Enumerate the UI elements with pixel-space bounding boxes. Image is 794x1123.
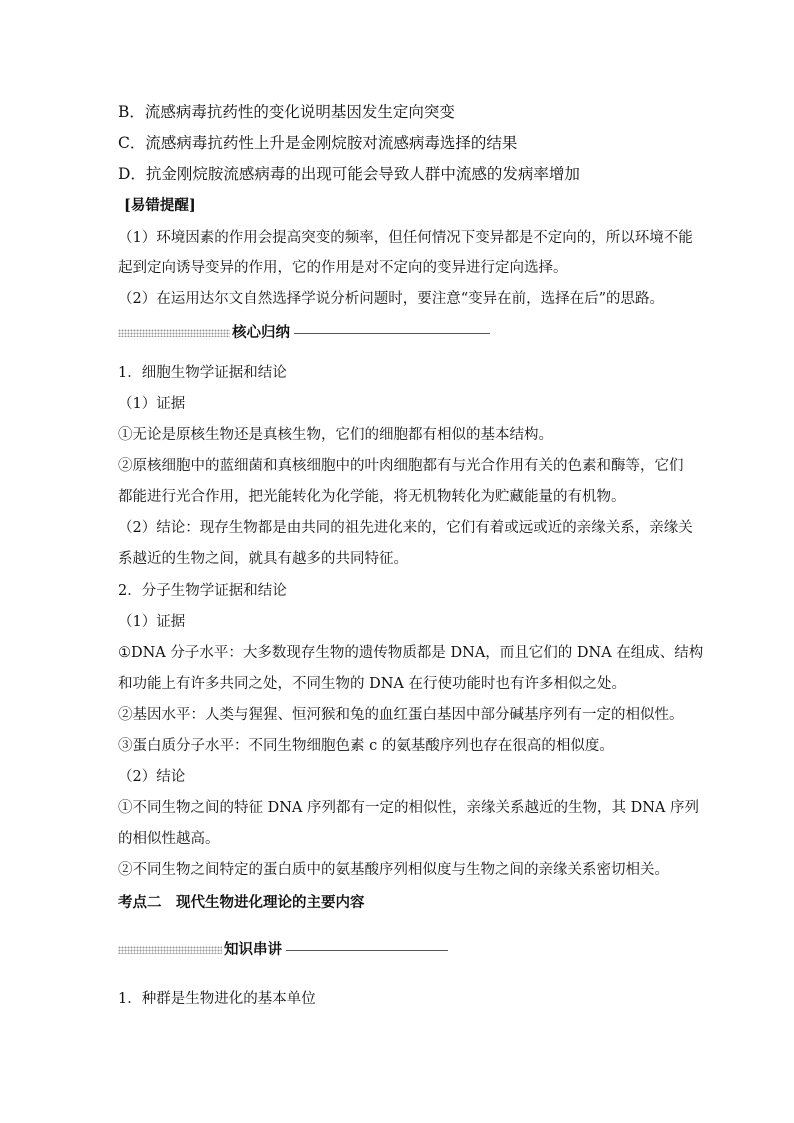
error-tip-heading: [易错提醒] xyxy=(124,197,196,214)
section-1-evidence-heading: （1）证据 xyxy=(118,396,186,412)
error-tip-point-1-line-2: 起到定向诱导变异的作用，它的作用是对不定向的变异进行定向选择。 xyxy=(118,260,568,276)
knowledge-banner-label: 知识串讲 xyxy=(224,942,282,958)
section-2-conclusion-item-1-line-2: 的相似性越高。 xyxy=(118,831,220,847)
error-tip-point-2: （2）在运用达尔文自然选择学说分析问题时，要注意“变异在前，选择在后”的思路。 xyxy=(118,291,665,307)
option-d: D．抗金刚烷胺流感病毒的出现可能会导致人群中流感的发病率增加 xyxy=(118,165,580,183)
error-tip-point-1-line-1: （1）环境因素的作用会提高突变的频率，但任何情况下变异都是不定向的，所以环境不能 xyxy=(118,230,693,246)
knowledge-banner xyxy=(118,940,448,960)
topic-2-title: 考点二 现代生物进化理论的主要内容 xyxy=(118,894,365,911)
option-c: C．流感病毒抗药性上升是金刚烷胺对流感病毒选择的结果 xyxy=(118,134,518,152)
section-2-evidence-item-3: ③蛋白质分子水平：不同生物细胞色素 c 的氨基酸序列也存在很高的相似度。 xyxy=(118,738,614,754)
core-summary-banner-label: 核心归纳 xyxy=(232,325,290,341)
section-1-conclusion-line-1: （2）结论：现存生物都是由共同的祖先进化来的，它们有着或远或近的亲缘关系，亲缘关 xyxy=(118,520,693,536)
section-1-evidence-item-2-line-2: 都能进行光合作用，把光能转化为化学能，将无机物转化为贮藏能量的有机物。 xyxy=(118,489,626,505)
core-summary-banner xyxy=(118,323,490,343)
option-b: B．流感病毒抗药性的变化说明基因发生定向突变 xyxy=(118,103,455,121)
topic-2-item-1: 1．种群是生物进化的基本单位 xyxy=(118,991,316,1007)
section-1-evidence-item-1: ①无论是原核生物还是真核生物，它们的细胞都有相似的基本结构。 xyxy=(118,427,553,443)
section-2-conclusion-item-2: ②不同生物之间特定的蛋白质中的氨基酸序列相似度与生物之间的亲缘关系密切相关。 xyxy=(118,862,669,878)
section-1-title: 1．细胞生物学证据和结论 xyxy=(118,365,287,381)
section-2-evidence-item-1-line-2: 和功能上有许多共同之处，不同生物的 DNA 在行使功能时也有许多相似之处。 xyxy=(118,676,626,692)
section-2-evidence-item-1-line-1: ①DNA 分子水平：大多数现存生物的遗传物质都是 DNA，而且它们的 DNA 在组成、结构 xyxy=(118,645,704,661)
section-2-conclusion-heading: （2）结论 xyxy=(118,769,186,785)
section-2-title: 2．分子生物学证据和结论 xyxy=(118,583,287,599)
section-1-evidence-item-2-line-1: ②原核细胞中的蓝细菌和真核细胞中的叶肉细胞都有与光合作用有关的色素和酶等，它们 xyxy=(118,458,684,474)
section-2-evidence-heading: （1）证据 xyxy=(118,614,186,630)
section-2-evidence-item-2: ②基因水平：人类与猩猩、恒河猴和兔的血红蛋白基因中部分碱基序列有一定的相似性。 xyxy=(118,707,684,723)
section-1-conclusion-line-2: 系越近的生物之间，就具有越多的共同特征。 xyxy=(118,551,408,567)
section-2-conclusion-item-1-line-1: ①不同生物之间的特征 DNA 序列都有一定的相似性，亲缘关系越近的生物，其 DNA 序列 xyxy=(118,800,700,816)
